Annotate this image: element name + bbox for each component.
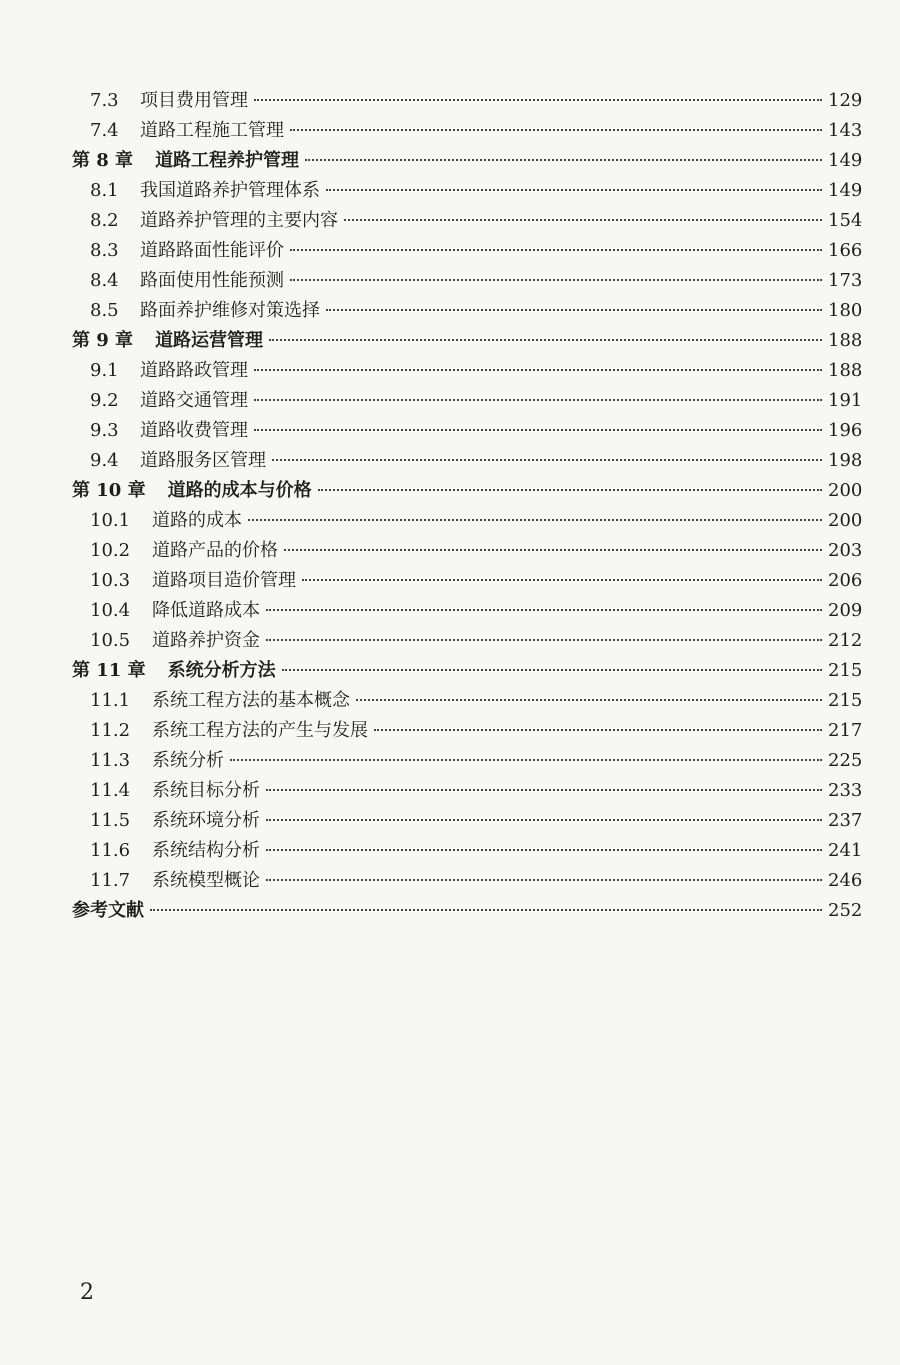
toc-section-entry[interactable] — [0, 776, 900, 806]
toc-entry-number: 第 8 章 — [72, 150, 134, 171]
dot-leader — [230, 759, 822, 761]
toc-section-entry[interactable] — [0, 566, 900, 596]
toc-section-entry[interactable] — [0, 236, 900, 266]
dot-leader — [284, 549, 822, 551]
dot-leader — [266, 879, 822, 881]
toc-entry-number: 8.1 — [90, 180, 119, 201]
toc-entry-title: 道路运营管理 — [155, 330, 264, 351]
dot-leader — [282, 669, 822, 671]
toc-entry-page: 191 — [828, 390, 863, 411]
dot-leader — [254, 429, 822, 431]
toc-entry-number: 11.7 — [90, 870, 131, 891]
toc-section-entry[interactable] — [0, 686, 900, 716]
toc-entry-page: 200 — [828, 480, 863, 501]
toc-section-entry[interactable] — [0, 746, 900, 776]
toc-entry-title: 道路路政管理 — [140, 360, 248, 381]
dot-leader — [318, 489, 822, 491]
toc-entry-page: 149 — [828, 180, 863, 201]
toc-entry-page: 188 — [828, 330, 863, 351]
toc-entry-page: 233 — [828, 780, 863, 801]
toc-entry-title: 道路工程养护管理 — [155, 150, 300, 171]
toc-entry-title: 系统分析方法 — [167, 660, 276, 681]
toc-chapter-entry[interactable] — [0, 326, 900, 356]
toc-entry-page: 237 — [828, 810, 863, 831]
dot-leader — [302, 579, 822, 581]
dot-leader — [254, 99, 822, 101]
toc-entry-number: 11.6 — [90, 840, 131, 861]
dot-leader — [305, 159, 822, 161]
toc-section-entry[interactable] — [0, 806, 900, 836]
dot-leader — [266, 789, 822, 791]
toc-entry-number: 11.1 — [90, 690, 131, 711]
toc-entry-title: 参考文献 — [72, 900, 144, 921]
toc-entry-title: 道路的成本与价格 — [167, 480, 312, 501]
dot-leader — [374, 729, 822, 731]
toc-entry-page: 212 — [828, 630, 863, 651]
toc-entry-page: 215 — [828, 660, 863, 681]
toc-section-entry[interactable] — [0, 536, 900, 566]
toc-entry-page: 203 — [828, 540, 863, 561]
toc-entry-title: 系统工程方法的基本概念 — [152, 690, 350, 711]
page-number: 2 — [80, 1280, 94, 1305]
dot-leader — [254, 399, 822, 401]
toc-entry-title: 道路服务区管理 — [140, 450, 266, 471]
toc-entry-page: 200 — [828, 510, 863, 531]
dot-leader — [266, 849, 822, 851]
toc-entry-number: 8.2 — [90, 210, 119, 231]
dot-leader — [344, 219, 822, 221]
toc-entry-page: 225 — [828, 750, 863, 771]
toc-entry-title: 道路工程施工管理 — [140, 120, 284, 141]
toc-entry-title: 道路养护管理的主要内容 — [140, 210, 338, 231]
toc-section-entry[interactable] — [0, 506, 900, 536]
toc-entry-number: 7.3 — [90, 90, 119, 111]
toc-entry-page: 180 — [828, 300, 863, 321]
dot-leader — [254, 369, 822, 371]
toc-entry-number: 7.4 — [90, 120, 119, 141]
toc-chapter-entry[interactable] — [0, 656, 900, 686]
toc-entry-number: 9.4 — [90, 450, 119, 471]
toc-chapter-entry[interactable] — [0, 146, 900, 176]
toc-section-entry[interactable] — [0, 866, 900, 896]
toc-entry-number: 10.3 — [90, 570, 131, 591]
toc-section-entry[interactable] — [0, 416, 900, 446]
toc-chapter-entry[interactable] — [0, 476, 900, 506]
toc-entry-title: 道路项目造价管理 — [152, 570, 296, 591]
toc-entry-page: 206 — [828, 570, 863, 591]
toc-section-entry[interactable] — [0, 596, 900, 626]
toc-entry-title: 道路收费管理 — [140, 420, 248, 441]
toc-entry-title: 降低道路成本 — [152, 600, 260, 621]
toc-entry-page: 215 — [828, 690, 863, 711]
toc-section-entry[interactable] — [0, 86, 900, 116]
dot-leader — [266, 639, 822, 641]
toc-entry-title: 系统工程方法的产生与发展 — [152, 720, 368, 741]
toc-entry-page: 252 — [828, 900, 863, 921]
dot-leader — [248, 519, 822, 521]
table-of-contents — [0, 86, 900, 926]
toc-entry-title: 路面使用性能预测 — [140, 270, 284, 291]
toc-references-entry[interactable] — [0, 896, 900, 926]
toc-entry-page: 129 — [828, 90, 863, 111]
toc-entry-number: 9.1 — [90, 360, 119, 381]
toc-entry-number: 10.2 — [90, 540, 131, 561]
toc-entry-title: 道路产品的价格 — [152, 540, 278, 561]
toc-entry-number: 11.3 — [90, 750, 131, 771]
toc-section-entry[interactable] — [0, 446, 900, 476]
toc-section-entry[interactable] — [0, 836, 900, 866]
toc-section-entry[interactable] — [0, 626, 900, 656]
toc-entry-page: 154 — [828, 210, 863, 231]
toc-section-entry[interactable] — [0, 296, 900, 326]
dot-leader — [326, 309, 822, 311]
toc-section-entry[interactable] — [0, 266, 900, 296]
toc-entry-number: 8.5 — [90, 300, 119, 321]
dot-leader — [290, 129, 822, 131]
toc-section-entry[interactable] — [0, 116, 900, 146]
dot-leader — [266, 819, 822, 821]
toc-entry-number: 9.3 — [90, 420, 119, 441]
toc-entry-page: 166 — [828, 240, 863, 261]
toc-entry-number: 9.2 — [90, 390, 119, 411]
dot-leader — [269, 339, 822, 341]
toc-entry-page: 209 — [828, 600, 863, 621]
toc-entry-title: 我国道路养护管理体系 — [140, 180, 320, 201]
toc-entry-number: 11.2 — [90, 720, 131, 741]
dot-leader — [290, 279, 822, 281]
toc-entry-page: 173 — [828, 270, 863, 291]
toc-entry-title: 道路的成本 — [152, 510, 242, 531]
toc-entry-page: 196 — [828, 420, 863, 441]
toc-entry-number: 第 9 章 — [72, 330, 134, 351]
toc-entry-page: 149 — [828, 150, 863, 171]
toc-section-entry[interactable] — [0, 356, 900, 386]
toc-section-entry[interactable] — [0, 716, 900, 746]
dot-leader — [150, 909, 822, 911]
toc-entry-number: 10.1 — [90, 510, 131, 531]
toc-entry-title: 系统目标分析 — [152, 780, 260, 801]
toc-entry-number: 11.4 — [90, 780, 131, 801]
toc-entry-page: 198 — [828, 450, 863, 471]
dot-leader — [356, 699, 822, 701]
toc-entry-title: 道路路面性能评价 — [140, 240, 284, 261]
dot-leader — [266, 609, 822, 611]
toc-entry-page: 143 — [828, 120, 863, 141]
toc-section-entry[interactable] — [0, 176, 900, 206]
toc-section-entry[interactable] — [0, 386, 900, 416]
toc-entry-number: 11.5 — [90, 810, 131, 831]
toc-entry-title: 道路交通管理 — [140, 390, 248, 411]
toc-entry-number: 10.5 — [90, 630, 131, 651]
toc-entry-title: 路面养护维修对策选择 — [140, 300, 320, 321]
toc-entry-number: 8.4 — [90, 270, 119, 291]
toc-entry-number: 10.4 — [90, 600, 131, 621]
toc-entry-page: 188 — [828, 360, 863, 381]
toc-entry-title: 系统环境分析 — [152, 810, 260, 831]
toc-section-entry[interactable] — [0, 206, 900, 236]
dot-leader — [272, 459, 822, 461]
toc-entry-number: 第 11 章 — [72, 660, 146, 681]
toc-entry-title: 系统结构分析 — [152, 840, 260, 861]
toc-entry-title: 系统分析 — [152, 750, 224, 771]
dot-leader — [326, 189, 822, 191]
toc-entry-number: 第 10 章 — [72, 480, 146, 501]
dot-leader — [290, 249, 822, 251]
toc-entry-number: 8.3 — [90, 240, 119, 261]
toc-entry-page: 246 — [828, 870, 863, 891]
toc-entry-page: 241 — [828, 840, 863, 861]
toc-entry-title: 道路养护资金 — [152, 630, 260, 651]
toc-entry-title: 项目费用管理 — [140, 90, 248, 111]
toc-entry-page: 217 — [828, 720, 863, 741]
toc-entry-title: 系统模型概论 — [152, 870, 260, 891]
